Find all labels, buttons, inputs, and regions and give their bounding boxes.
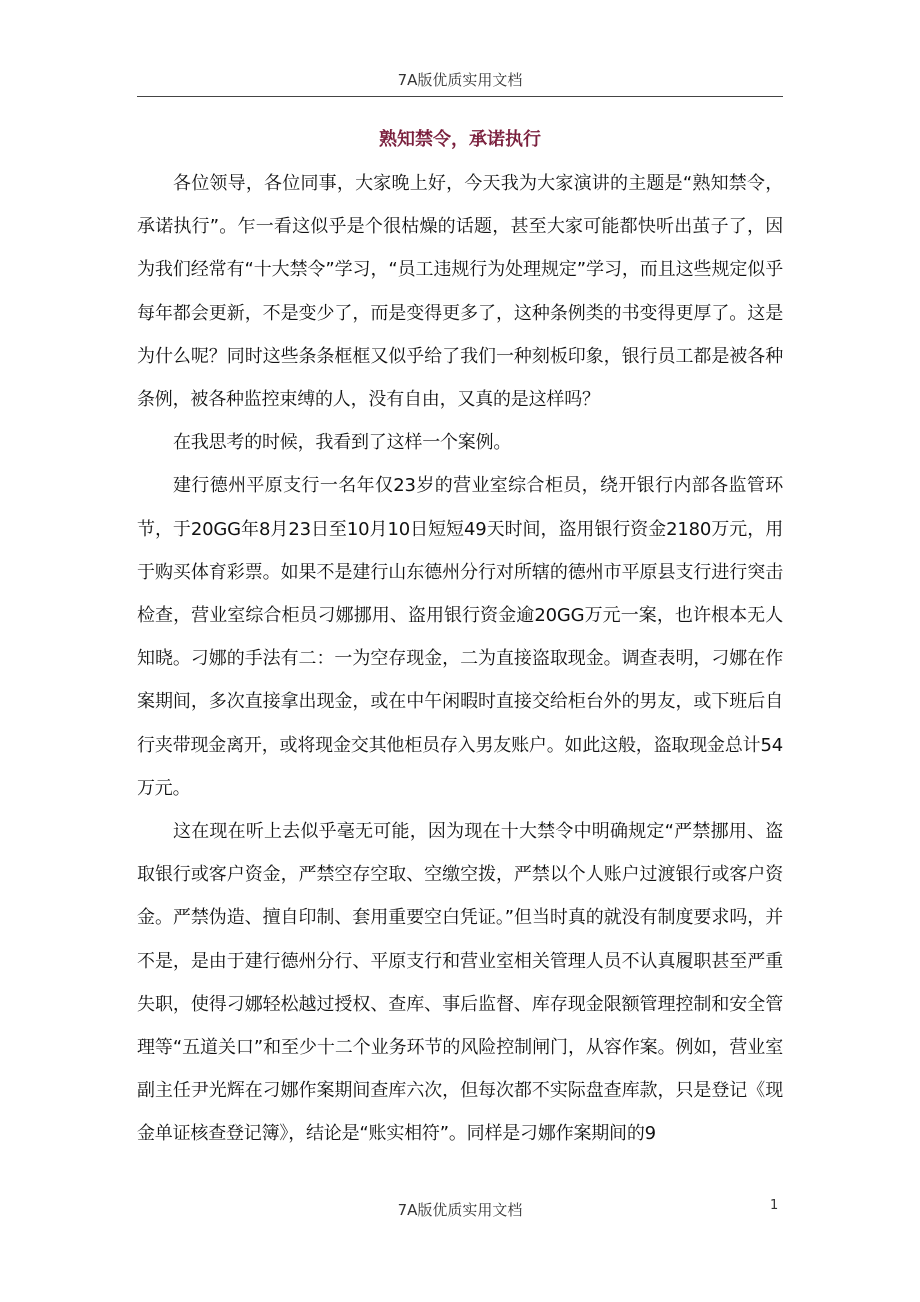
header-divider <box>137 96 783 97</box>
body-paragraph: 在我思考的时候，我看到了这样一个案例。 <box>173 432 512 454</box>
body-paragraph: 这在现在听上去似乎毫无可能，因为现在十大禁令中明确规定“严禁挪用、盗取银行或客户资金，严禁空存空取、空缴空拨，严禁以个人账户过渡银行或客户资金。严禁伪造、擅自印制、套用重要空白凭证。”但当时真的就没有制度要求吗，并不是，是由于建行德州分行、平原支行和营业室相关管理人员不认真履职甚至严重失职，使得刁娜轻松越过授权、查库、事后监督、库存现金限额管理控制和安全管理等“五道关口”和至少十二个业务环节的风险控制闸门，从容作案。例如，营业室副主任尹光辉在刁娜作案期间查库六次，但每次都不实际盘查库款，只是登记《现金单证核查登记簿》，结论是“账实相符”。同样是刁娜作案期间的9 <box>137 821 783 1145</box>
page-number: 1 <box>770 1198 779 1213</box>
page-footer: 7A版优质实用文档 <box>397 1201 523 1219</box>
body-paragraph: 建行德州平原支行一名年仅23岁的营业室综合柜员，绕开银行内部各监管环节，于20GG年8月23日至10月10日短短49天时间，盗用银行资金2180万元，用于购买体育彩票。如果不是建行山东德州分行对所辖的德州市平原县支行进行突击检查，营业室综合柜员刁娜挪用、盗用银行资金逾20GG万元一案，也许根本无人知晓。刁娜的手法有二：一为空存现金，二为直接盗取现金。调查表明，刁娜在作案期间，多次直接拿出现金，或在中午闲暇时直接交给柜台外的男友，或下班后自行夹带现金离开，或将现金交其他柜员存入男友账户。如此这般，盗取现金总计54万元。 <box>137 475 783 799</box>
page-header: 7A版优质实用文档 <box>397 71 523 89</box>
document-title: 熟知禁令，承诺执行 <box>379 129 541 150</box>
document-body <box>137 162 783 1156</box>
body-paragraph: 各位领导，各位同事，大家晚上好，今天我为大家演讲的主题是“熟知禁令，承诺执行”。乍一看这似乎是个很枯燥的话题，甚至大家可能都快听出茧子了，因为我们经常有“十大禁令”学习，“员工违规行为处理规定”学习，而且这些规定似乎每年都会更新，不是变少了，而是变得更多了，这种条例类的书变得更厚了。这是为什么呢？同时这些条条框框又似乎给了我们一种刻板印象，银行员工都是被各种条例，被各种监控束缚的人，没有自由，又真的是这样吗？ <box>137 173 783 411</box>
